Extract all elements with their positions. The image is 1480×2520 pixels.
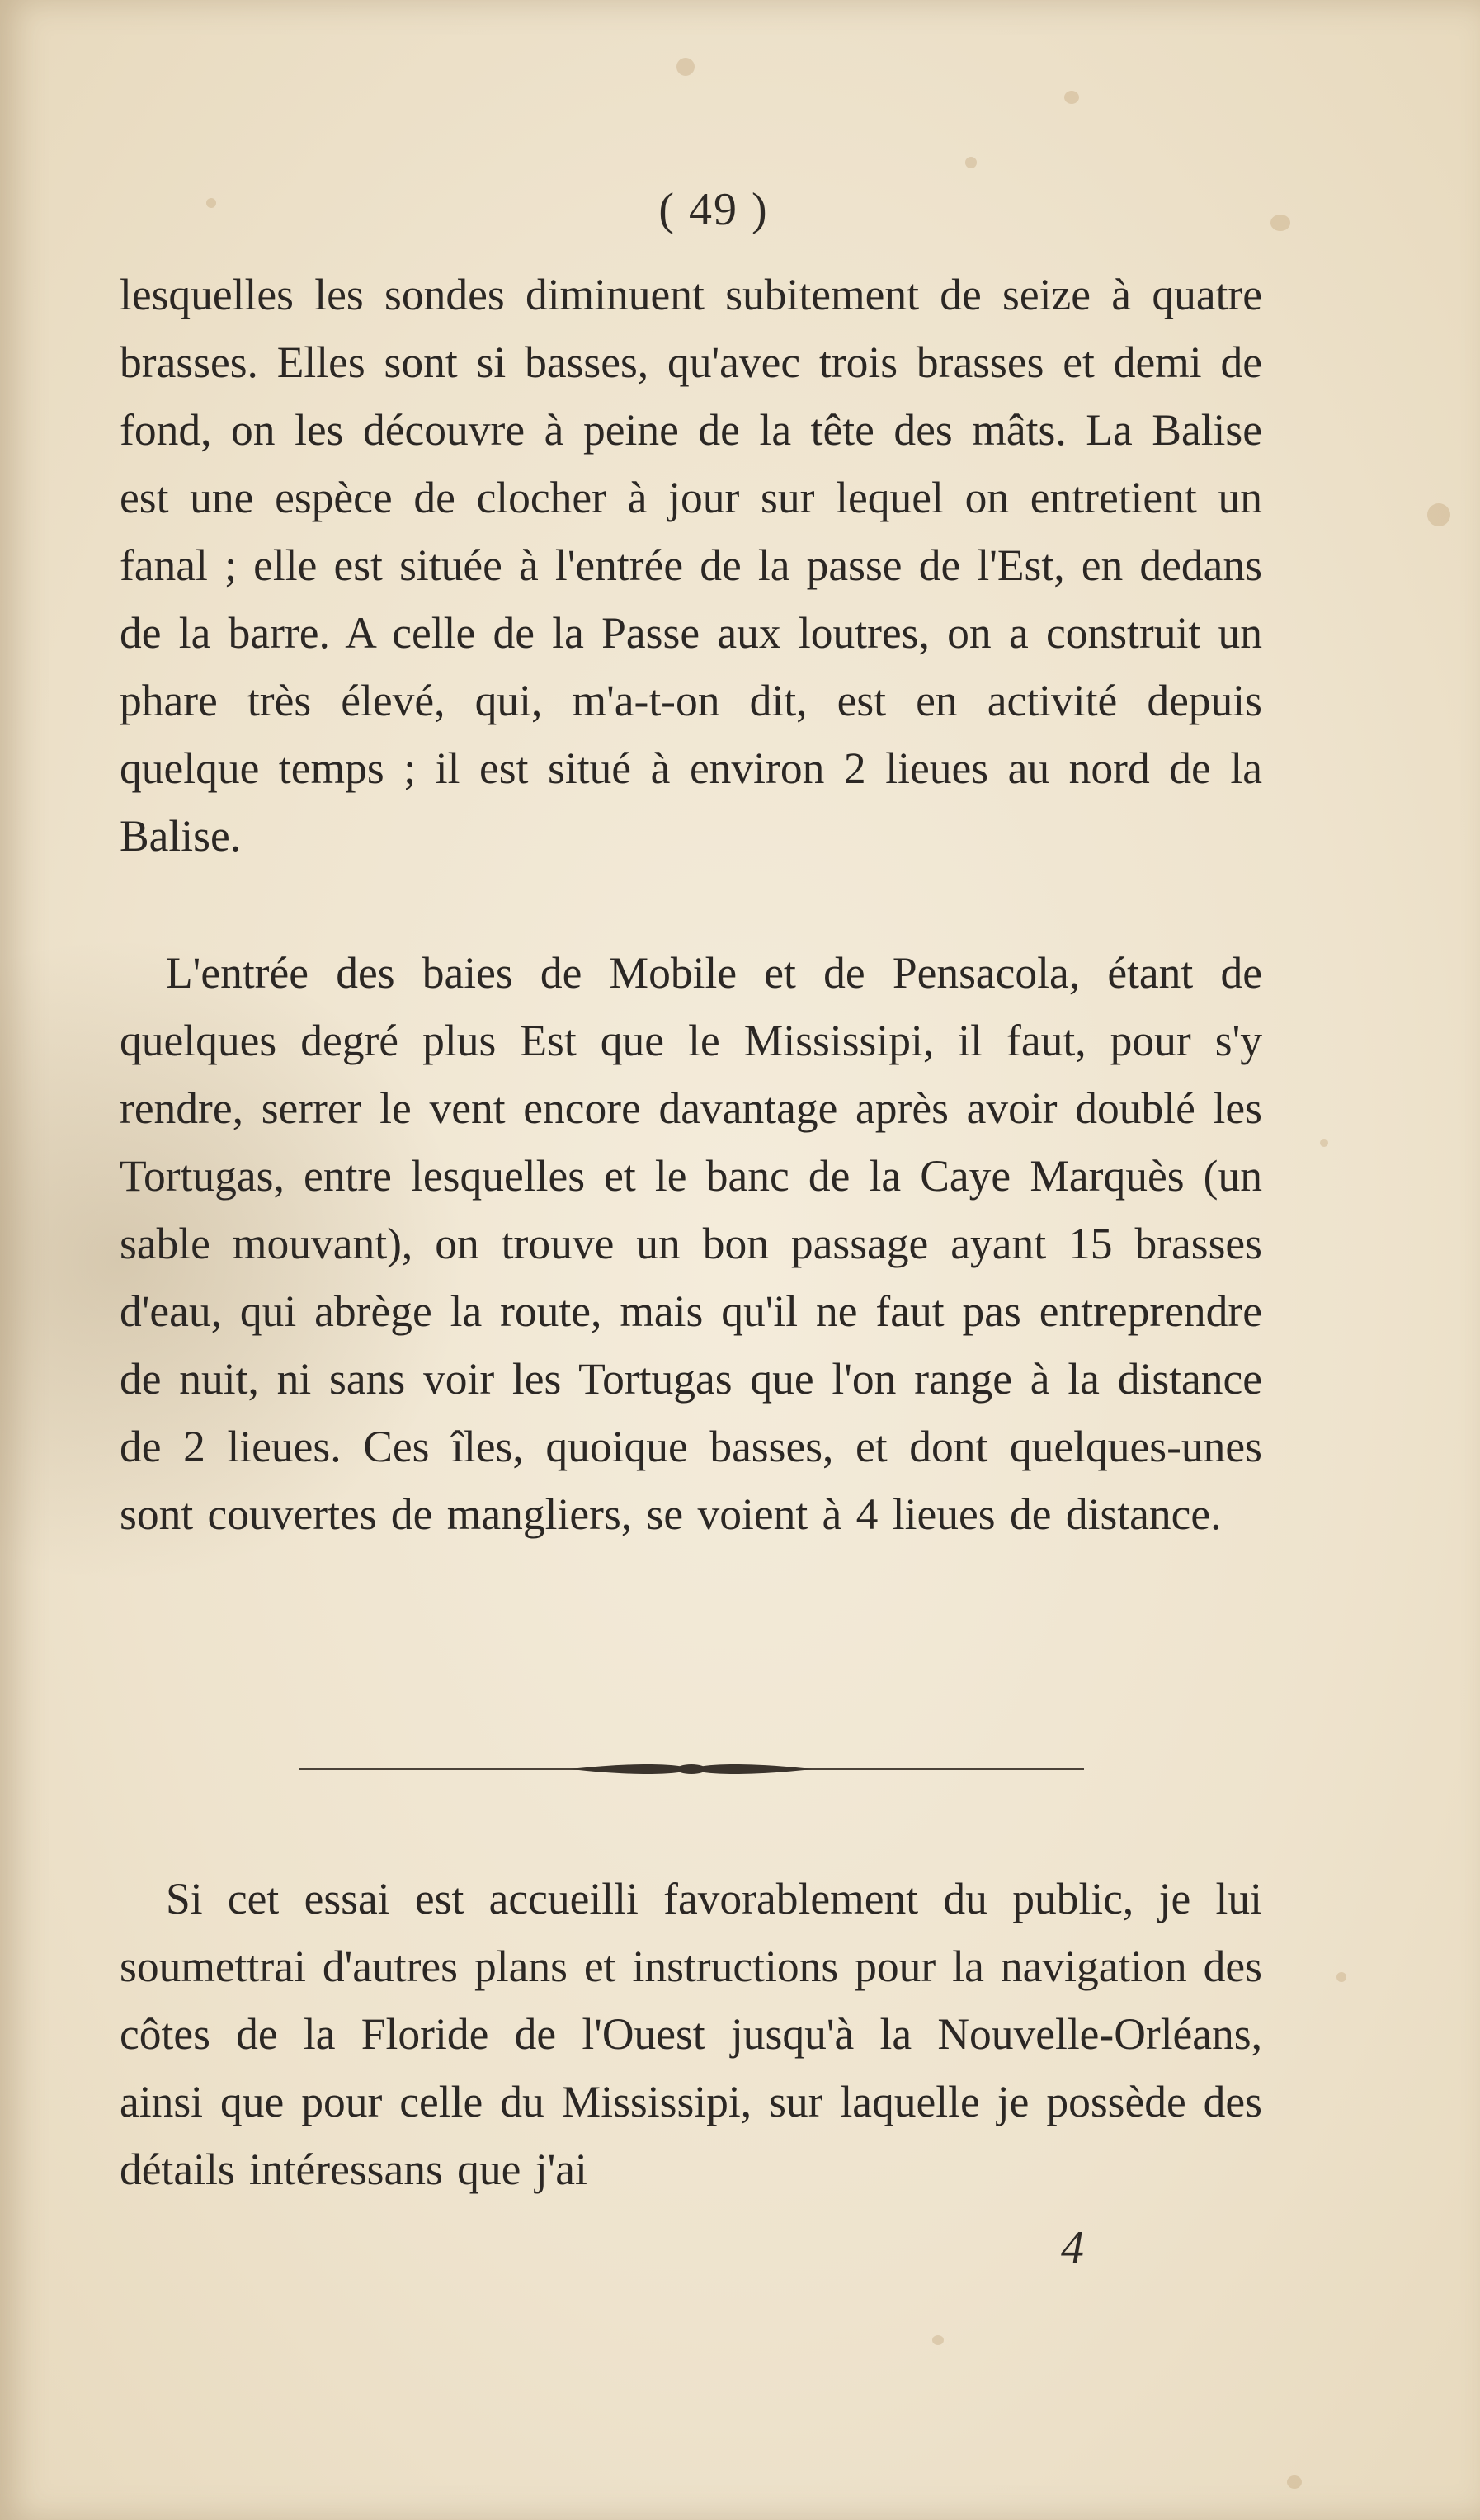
paragraph-text: lesquelles les sondes diminuent subitement de seize à quatre brasses. Elles sont si basses, qu'avec trois brasses et demi de fond, on les découvre à peine de la tête des mâts. La Balise est une espèce de clocher à jour sur lequel on entretient un fanal ; elle est située à l'entrée de la passe de l'Est, en dedans de la barre. A celle de la Passe aux loutres, on a construit un phare très élevé, qui, m'a-t-on dit, est en activité depuis quelque temps ; il est situé à environ 2 lieues au nord de la Balise. xyxy=(120,270,1262,861)
foxing-spot xyxy=(1287,2475,1302,2489)
paragraph-text: L'entrée des baies de Mobile et de Pensacola, étant de quelques degré plus Est que le Mississipi, il faut, pour s'y rendre, serrer le vent encore davantage après avoir doublé les Tortugas, entre lesquelles et le banc de la Caye Marquès (un sable mouvant), on trouve un bon passage ayant 15 brasses d'eau, qui abrège la route, mais qu'il ne faut pas entreprendre de nuit, ni sans voir les Tortugas que l'on range à la distance de 2 lieues. Ces îles, quoique basses, et dont quelques-unes sont couvertes de mangliers, se voient à 4 lieues de distance. xyxy=(120,948,1262,1539)
paragraph-2 xyxy=(120,939,1262,1548)
page-number: ( 49 ) xyxy=(658,184,769,235)
paragraph-text: Si cet essai est accueilli favorablement du public, je lui soumettrai d'autres plans et instructions pour la navigation des côtes de la Floride de l'Ouest jusqu'à la Nouvelle-Orléans, ainsi que pour celle du Mississipi, sur laquelle je possède des détails intéressans que j'ai xyxy=(120,1874,1262,2194)
ornamental-rule xyxy=(299,1759,1084,1779)
paragraph-1 xyxy=(120,261,1262,870)
foxing-spot xyxy=(1427,503,1450,526)
foxing-spot xyxy=(932,2335,944,2345)
foxing-spot xyxy=(1336,1972,1346,1982)
foxing-spot xyxy=(1320,1139,1328,1147)
signature-mark: 4 xyxy=(1061,2222,1084,2273)
foxing-spot xyxy=(676,58,695,76)
foxing-spot xyxy=(1064,91,1079,104)
paragraph-3 xyxy=(120,1865,1262,2203)
foxing-spot xyxy=(965,157,977,168)
